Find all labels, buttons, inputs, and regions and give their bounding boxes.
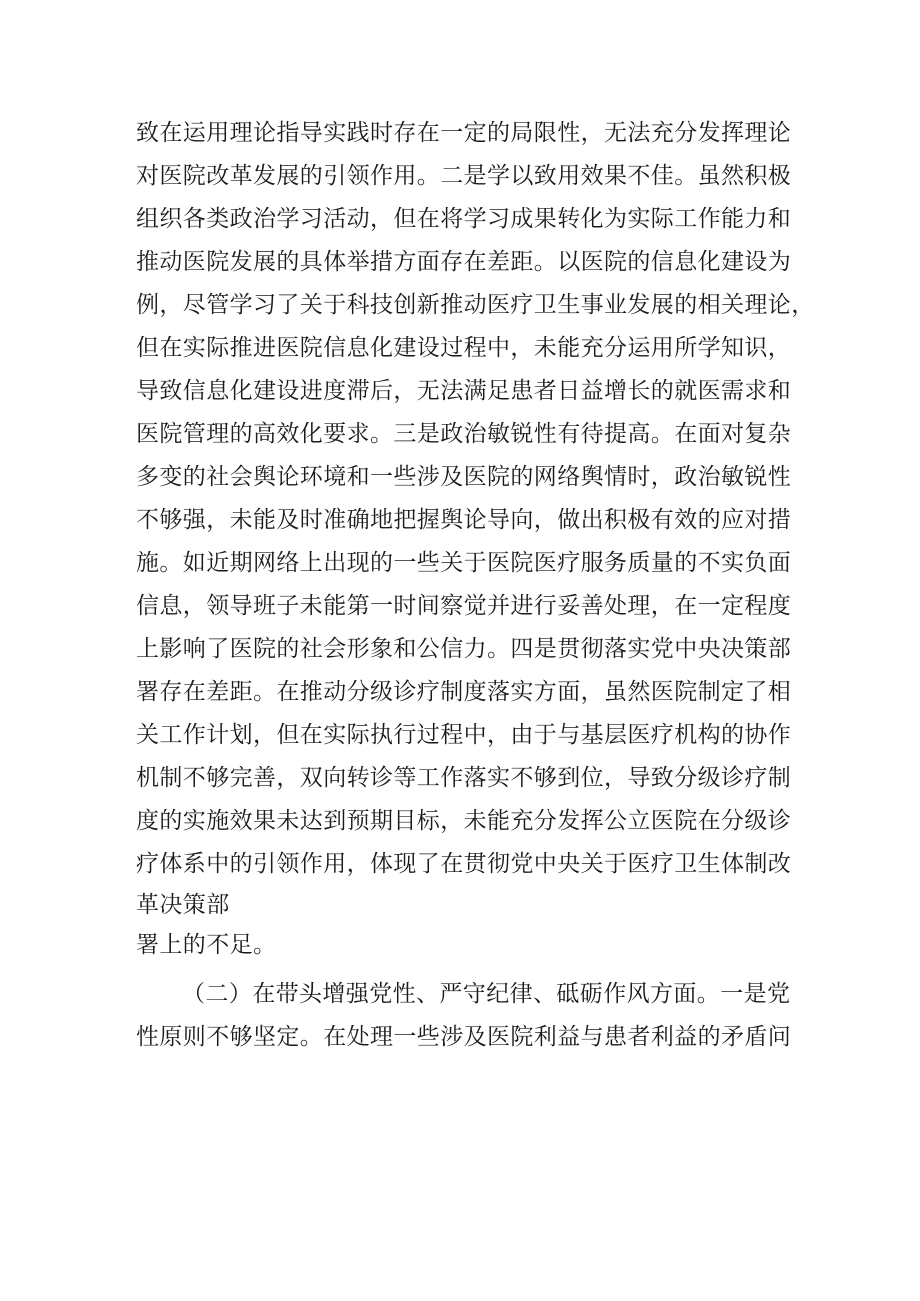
body-text-line: 不够强，未能及时准确地把握舆论导向，做出积极有效的应对措 bbox=[136, 507, 792, 533]
paragraph-tail-line: 署上的不足。 bbox=[136, 932, 277, 958]
body-text-line: 性原则不够坚定。在处理一些涉及医院利益与患者利益的矛盾问 bbox=[136, 1024, 792, 1050]
body-text-line: 医院管理的高效化要求。三是政治敏锐性有待提高。在面对复杂 bbox=[136, 421, 792, 447]
body-text-line: 署存在差距。在推动分级诊疗制度落实方面，虽然医院制定了相 bbox=[136, 679, 792, 705]
body-text-line: 疗体系中的引领作用，体现了在贯彻党中央关于医疗卫生体制改 bbox=[136, 851, 792, 877]
body-text-line: 导致信息化建设进度滞后，无法满足患者日益增长的就医需求和 bbox=[136, 378, 792, 404]
body-text-line: 施。如近期网络上出现的一些关于医院医疗服务质量的不实负面 bbox=[136, 550, 792, 576]
body-text-line: 组织各类政治学习活动，但在将学习成果转化为实际工作能力和 bbox=[136, 206, 792, 232]
body-text-line: 对医院改革发展的引领作用。二是学以致用效果不佳。虽然积极 bbox=[136, 163, 792, 189]
section-heading-line: （二）在带头增强党性、严守纪律、砥砺作风方面。一是党 bbox=[182, 981, 791, 1007]
body-text-line: 信息，领导班子未能第一时间察觉并进行妥善处理，在一定程度 bbox=[136, 593, 792, 619]
body-text-line: 机制不够完善，双向转诊等工作落实不够到位，导致分级诊疗制 bbox=[136, 765, 792, 791]
body-text-line: 上影响了医院的社会形象和公信力。四是贯彻落实党中央决策部 bbox=[136, 636, 792, 662]
body-text-line: 但在实际推进医院信息化建设过程中，未能充分运用所学知识， bbox=[136, 335, 792, 361]
body-text-line: 多变的社会舆论环境和一些涉及医院的网络舆情时，政治敏锐性 bbox=[136, 464, 792, 490]
body-text-line: 度的实施效果未达到预期目标，未能充分发挥公立医院在分级诊 bbox=[136, 808, 792, 834]
document-body bbox=[136, 112, 816, 1059]
body-text-line: 例，尽管学习了关于科技创新推动医疗卫生事业发展的相关理论， bbox=[136, 292, 815, 318]
body-text-line: 推动医院发展的具体举措方面存在差距。以医院的信息化建设为 bbox=[136, 249, 792, 275]
body-text-line: 关工作计划，但在实际执行过程中，由于与基层医疗机构的协作 bbox=[136, 722, 792, 748]
body-text-line: 致在运用理论指导实践时存在一定的局限性，无法充分发挥理论 bbox=[136, 120, 792, 146]
body-text-line: 革决策部 bbox=[136, 892, 230, 918]
